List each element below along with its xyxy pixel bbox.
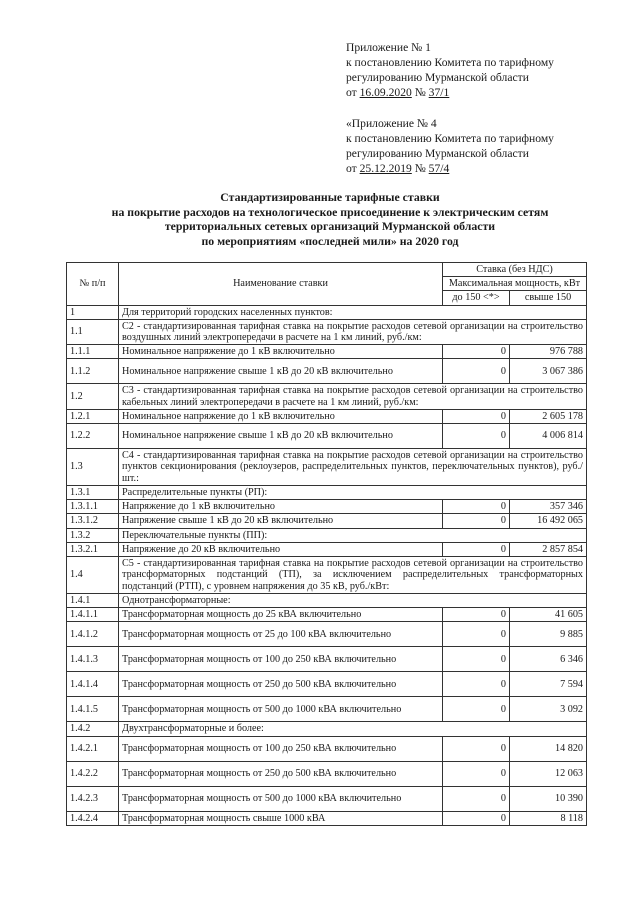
appendix-1-block	[346, 40, 616, 100]
row-value-upto-150: 0	[443, 811, 510, 825]
row-number: 1.4.1.1	[67, 608, 119, 622]
table-row	[67, 542, 587, 556]
row-rate-name: Напряжение до 20 кВ включительно	[119, 542, 443, 556]
table-row	[67, 449, 587, 486]
row-rate-name: Трансформаторная мощность от 100 до 250 кВА включительно	[119, 736, 443, 761]
row-value-upto-150: 0	[443, 736, 510, 761]
row-rate-name: Распределительные пункты (РП):	[119, 486, 587, 500]
rates-table-body	[67, 305, 587, 825]
appendix-1-number: 37/1	[428, 86, 450, 99]
appendix-1-line2: к постановлению Комитета по тарифному	[346, 56, 554, 69]
appendix-1-line3: регулированию Мурманской области	[346, 71, 529, 84]
table-row	[67, 722, 587, 736]
row-number: 1.4.1	[67, 594, 119, 608]
row-number: 1.4.1.2	[67, 622, 119, 647]
row-value-over-150: 4 006 814	[510, 424, 587, 449]
table-row	[67, 736, 587, 761]
appendix-2-line3: регулированию Мурманской области	[346, 147, 529, 160]
appendix-1-date-line	[346, 85, 616, 100]
appendix-1-no: №	[414, 86, 426, 99]
row-rate-name: Напряжение свыше 1 кВ до 20 кВ включительно	[119, 514, 443, 528]
row-rate-name: Для территорий городских населенных пунктов:	[119, 305, 587, 319]
appendix-1-from: от	[346, 86, 357, 99]
row-rate-name: С3 - стандартизированная тарифная ставка на покрытие расходов сетевой организации на строительство кабельных линий электропередачи в расчете на 1 км линий, руб./км:	[119, 384, 587, 409]
table-row	[67, 514, 587, 528]
row-rate-name: С5 - стандартизированная тарифная ставка на покрытие расходов сетевой организации на строительство трансформаторных подстанций (ТП), за исключением распределительных трансформаторных подстанций (РТП), с уровнем напряжения до 35 кВ, руб./кВт:	[119, 557, 587, 594]
row-value-upto-150: 0	[443, 359, 510, 384]
row-rate-name: Трансформаторная мощность от 250 до 500 кВА включительно	[119, 672, 443, 697]
table-row	[67, 359, 587, 384]
row-value-over-150: 2 605 178	[510, 409, 587, 423]
table-row	[67, 622, 587, 647]
title-line2: на покрытие расходов на технологическое присоединение к электрическим сетям	[111, 204, 549, 219]
row-rate-name: Номинальное напряжение свыше 1 кВ до 20 кВ включительно	[119, 359, 443, 384]
row-value-upto-150: 0	[443, 761, 510, 786]
table-row	[67, 486, 587, 500]
row-value-upto-150: 0	[443, 542, 510, 556]
row-number: 1.3.1.2	[67, 514, 119, 528]
row-number: 1.4.1.5	[67, 697, 119, 722]
header-rate-name: Наименование ставки	[119, 263, 443, 306]
row-rate-name: С4 - стандартизированная тарифная ставка на покрытие расходов сетевой организации на строительство пунктов секционирования (реклоузеров, распределительных пунктов, переключательных пунктов), руб./шт.:	[119, 449, 587, 486]
table-row	[67, 608, 587, 622]
row-rate-name: С2 - стандартизированная тарифная ставка на покрытие расходов сетевой организации на строительство воздушных линий электропередачи в расчете на 1 км линий, руб./км:	[119, 319, 587, 344]
row-rate-name: Трансформаторная мощность от 500 до 1000 кВА включительно	[119, 697, 443, 722]
row-rate-name: Трансформаторная мощность до 25 кВА включительно	[119, 608, 443, 622]
row-number: 1.4.2.3	[67, 786, 119, 811]
appendix-2-line2: к постановлению Комитета по тарифному	[346, 132, 554, 145]
row-number: 1.3	[67, 449, 119, 486]
title-line3: территориальных сетевых организаций Мурманской области	[164, 219, 496, 233]
row-rate-name: Номинальное напряжение до 1 кВ включительно	[119, 409, 443, 423]
title-line1: Стандартизированные тарифные ставки	[220, 190, 440, 204]
row-number: 1	[67, 305, 119, 319]
row-value-over-150: 9 885	[510, 622, 587, 647]
appendix-2-date: 25.12.2019	[359, 162, 412, 175]
row-number: 1.3.2	[67, 528, 119, 542]
row-number: 1.4	[67, 557, 119, 594]
row-rate-name: Номинальное напряжение до 1 кВ включительно	[119, 345, 443, 359]
appendix-1-date: 16.09.2020	[359, 86, 412, 99]
table-row	[67, 424, 587, 449]
table-row	[67, 811, 587, 825]
table-row	[67, 761, 587, 786]
table-row	[67, 305, 587, 319]
row-rate-name: Трансформаторная мощность от 25 до 100 кВА включительно	[119, 622, 443, 647]
row-value-upto-150: 0	[443, 608, 510, 622]
row-value-upto-150: 0	[443, 409, 510, 423]
row-value-over-150: 12 063	[510, 761, 587, 786]
appendix-2-from: от	[346, 162, 357, 175]
row-value-over-150: 7 594	[510, 672, 587, 697]
table-row	[67, 557, 587, 594]
table-row	[67, 594, 587, 608]
row-value-upto-150: 0	[443, 424, 510, 449]
row-value-upto-150: 0	[443, 647, 510, 672]
table-row	[67, 409, 587, 423]
row-value-upto-150: 0	[443, 514, 510, 528]
row-number: 1.3.1	[67, 486, 119, 500]
document-title	[60, 190, 600, 248]
row-number: 1.2.1	[67, 409, 119, 423]
row-number: 1.4.2.2	[67, 761, 119, 786]
row-rate-name: Трансформаторная мощность от 100 до 250 кВА включительно	[119, 647, 443, 672]
header-rate-no-vat: Ставка (без НДС)	[443, 263, 587, 277]
appendix-1-line1: Приложение № 1	[346, 41, 431, 54]
appendix-2-date-line	[346, 161, 616, 176]
table-row	[67, 384, 587, 409]
header-upto-150: до 150 <*>	[443, 291, 510, 305]
rates-table	[66, 262, 587, 826]
header-max-power: Максимальная мощность, кВт	[443, 277, 587, 291]
appendix-2-block	[346, 116, 616, 176]
row-rate-name: Однотрансформаторные:	[119, 594, 587, 608]
row-number: 1.2	[67, 384, 119, 409]
appendix-2-no: №	[414, 162, 426, 175]
row-number: 1.1.2	[67, 359, 119, 384]
table-row	[67, 647, 587, 672]
row-value-upto-150: 0	[443, 500, 510, 514]
row-rate-name: Трансформаторная мощность свыше 1000 кВА	[119, 811, 443, 825]
row-number: 1.3.2.1	[67, 542, 119, 556]
row-value-over-150: 10 390	[510, 786, 587, 811]
row-rate-name: Номинальное напряжение свыше 1 кВ до 20 кВ включительно	[119, 424, 443, 449]
row-rate-name: Напряжение до 1 кВ включительно	[119, 500, 443, 514]
table-row	[67, 500, 587, 514]
row-value-upto-150: 0	[443, 786, 510, 811]
row-value-over-150: 976 788	[510, 345, 587, 359]
row-value-over-150: 3 067 386	[510, 359, 587, 384]
row-number: 1.4.2.1	[67, 736, 119, 761]
row-value-upto-150: 0	[443, 622, 510, 647]
row-number: 1.1	[67, 319, 119, 344]
row-number: 1.3.1.1	[67, 500, 119, 514]
row-value-over-150: 357 346	[510, 500, 587, 514]
table-row	[67, 319, 587, 344]
row-value-over-150: 3 092	[510, 697, 587, 722]
row-value-over-150: 16 492 065	[510, 514, 587, 528]
title-line4: по мероприятиям «последней мили» на 2020 год	[201, 233, 459, 248]
row-value-over-150: 8 118	[510, 811, 587, 825]
row-value-upto-150: 0	[443, 345, 510, 359]
appendix-2-line1: «Приложение № 4	[346, 117, 437, 130]
row-value-over-150: 41 605	[510, 608, 587, 622]
row-number: 1.4.1.3	[67, 647, 119, 672]
appendix-2-number: 57/4	[428, 162, 450, 175]
row-number: 1.4.1.4	[67, 672, 119, 697]
row-value-upto-150: 0	[443, 672, 510, 697]
row-number: 1.4.2	[67, 722, 119, 736]
row-value-over-150: 14 820	[510, 736, 587, 761]
table-row	[67, 345, 587, 359]
row-rate-name: Трансформаторная мощность от 250 до 500 кВА включительно	[119, 761, 443, 786]
table-row	[67, 672, 587, 697]
row-value-over-150: 6 346	[510, 647, 587, 672]
row-number: 1.4.2.4	[67, 811, 119, 825]
row-number: 1.2.2	[67, 424, 119, 449]
header-number: № п/п	[67, 263, 119, 306]
row-value-over-150: 2 857 854	[510, 542, 587, 556]
table-row	[67, 786, 587, 811]
row-value-upto-150: 0	[443, 697, 510, 722]
table-row	[67, 528, 587, 542]
row-rate-name: Трансформаторная мощность от 500 до 1000 кВА включительно	[119, 786, 443, 811]
row-number: 1.1.1	[67, 345, 119, 359]
table-row	[67, 697, 587, 722]
row-rate-name: Переключательные пункты (ПП):	[119, 528, 587, 542]
row-rate-name: Двухтрансформаторные и более:	[119, 722, 587, 736]
header-over-150: свыше 150	[510, 291, 587, 305]
